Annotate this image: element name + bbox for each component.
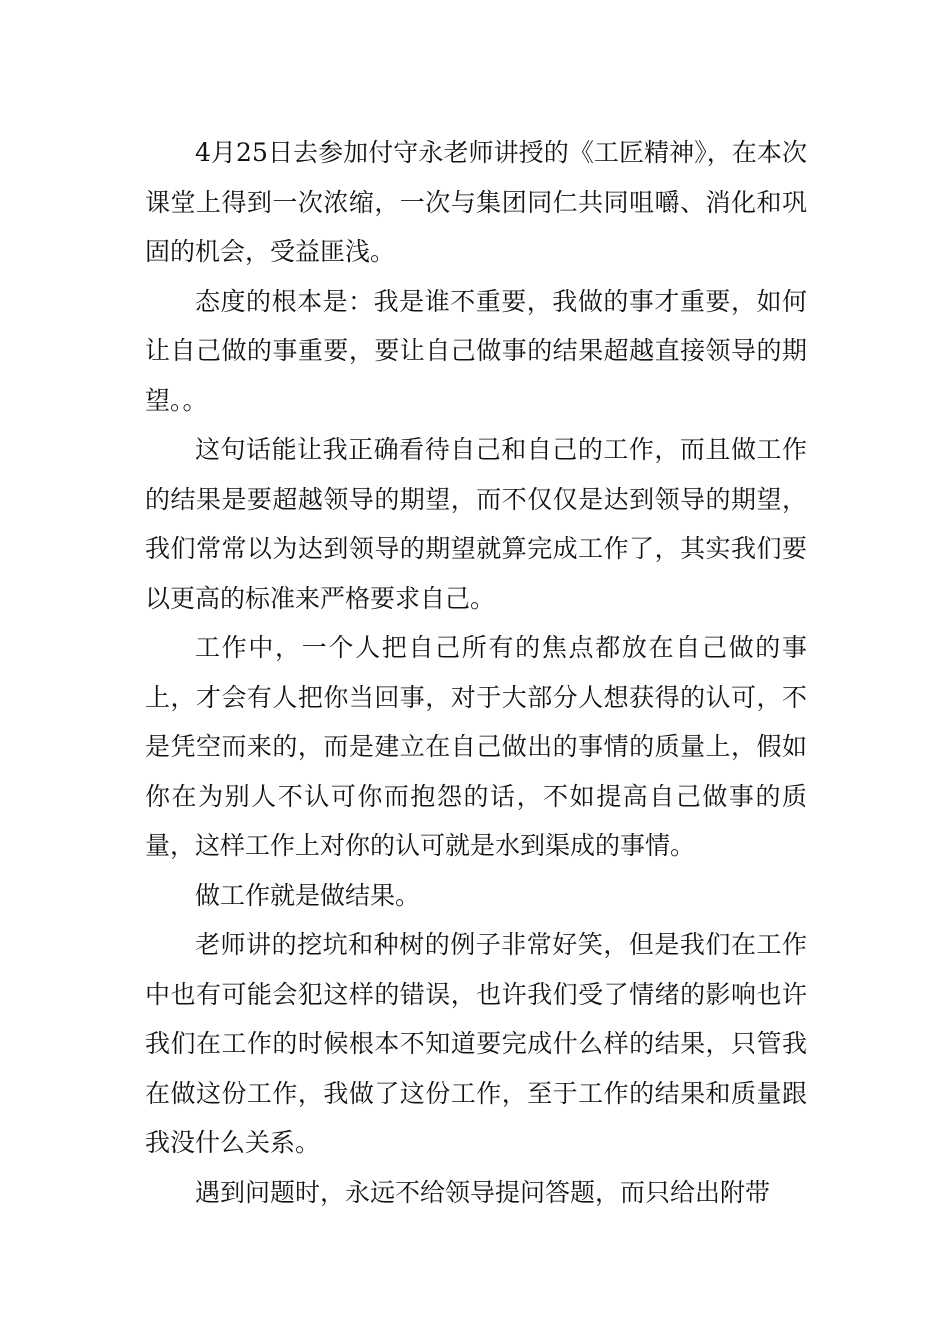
paragraph-4: 工作中，一个人把自己所有的焦点都放在自己做的事上，才会有人把你当回事，对于大部分人想获得的认可，不是凭空而来的，而是建立在自己做出的事情的质量上，假如你在为别人不认可你而抱怨的话，不如提高自己做事的质量，这样工作上对你的认可就是水到渠成的事情。 xyxy=(145,633,807,860)
paragraph-6: 老师讲的挖坑和种树的例子非常好笑，但是我们在工作中也有可能会犯这样的错误，也许我们受了情绪的影响也许我们在工作的时候根本不知道要完成什么样的结果，只管我在做这份工作，我做了这份工作，至于工作的结果和质量跟我没什么关系。 xyxy=(145,930,807,1157)
paragraph-3: 这句话能让我正确看待自己和自己的工作，而且做工作的结果是要超越领导的期望，而不仅仅是达到领导的期望，我们常常以为达到领导的期望就算完成工作了，其实我们要以更高的标准来严格要求自己。 xyxy=(145,435,807,613)
paragraph-2: 态度的根本是：我是谁不重要，我做的事才重要，如何让自己做的事重要，要让自己做事的结果超越直接领导的期望。。 xyxy=(145,286,807,415)
paragraph-5: 做工作就是做结果。 xyxy=(195,880,421,910)
paragraph-1: 4月25日去参加付守永老师讲授的《工匠精神》，在本次课堂上得到一次浓缩，一次与集团同仁共同咀嚼、消化和巩固的机会，受益匪浅。 xyxy=(145,138,807,266)
document-body xyxy=(145,128,807,1217)
paragraph-7: 遇到问题时，永远不给领导提问答题，而只给出附带 xyxy=(195,1177,771,1207)
